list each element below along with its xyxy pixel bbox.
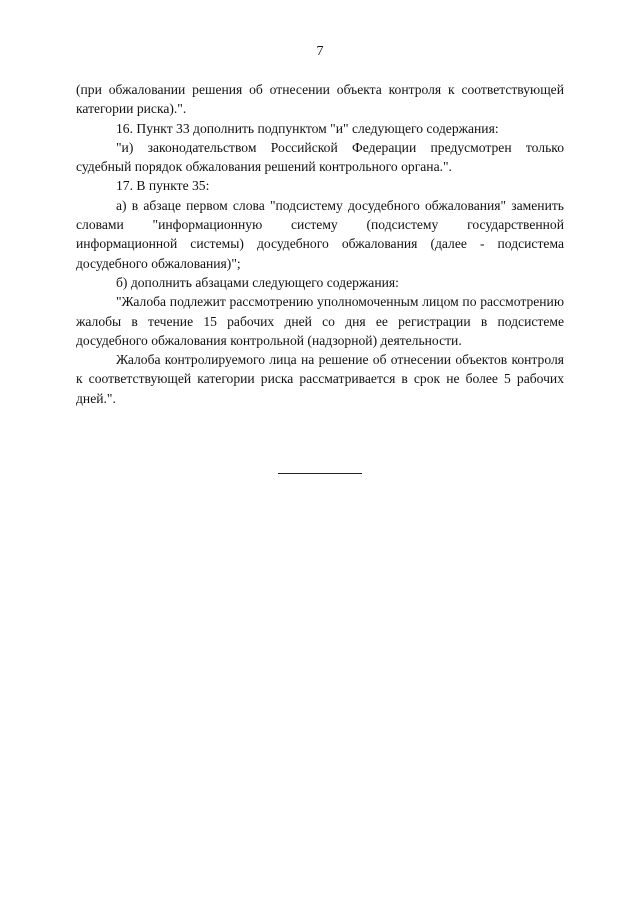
page-number: 7	[316, 44, 324, 59]
paragraph-continuation: (при обжаловании решения об отнесении объекта контроля к соответствующей категории риска).".	[76, 82, 564, 117]
closing-divider	[278, 473, 362, 474]
paragraph-item-16: 16. Пункт 33 дополнить подпунктом "и" следующего содержания:	[116, 120, 499, 136]
paragraph-complaint-review: "Жалоба подлежит рассмотрению уполномоченным лицом по рассмотрению жалобы в течение 15 рабочих дней со дня ее регистрации в подсистеме досудебного обжалования контрольной (надзорной) деятельности.	[76, 294, 564, 348]
paragraph-subitem-b: б) дополнить абзацами следующего содержания:	[116, 274, 399, 290]
paragraph-subitem-a: а) в абзаце первом слова "подсистему досудебного обжалования" заменить словами "информационную систему (подсистему государственной информационной системы) досудебного обжалования (далее - подсистема досудебного обжалования)";	[76, 197, 564, 271]
paragraph-subitem-i: "и) законодательством Российской Федерации предусмотрен только судебный порядок обжалования решений контрольного органа.".	[76, 139, 564, 175]
document-body	[76, 80, 564, 408]
paragraph-complaint-risk: Жалоба контролируемого лица на решение об отнесении объектов контроля к соответствующей категории риска рассматривается в срок не более 5 рабочих дней.".	[76, 352, 564, 406]
paragraph-item-17: 17. В пункте 35:	[116, 178, 210, 194]
